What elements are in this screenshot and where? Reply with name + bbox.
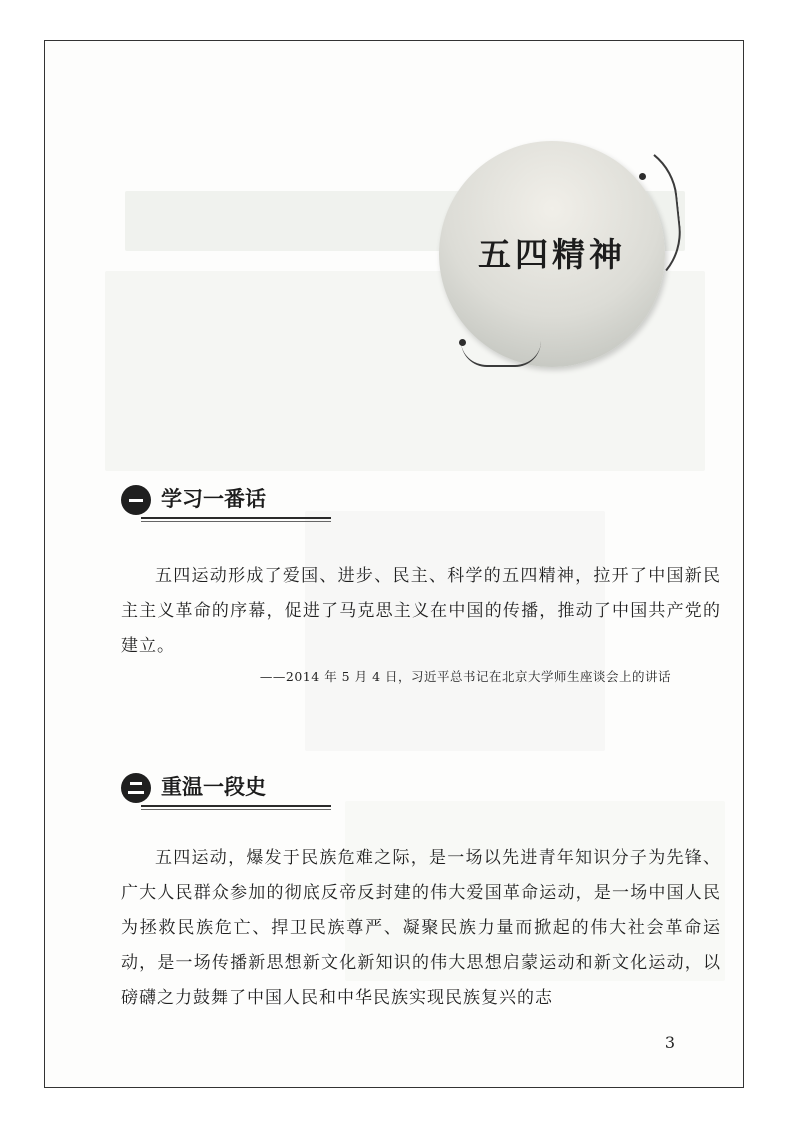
page	[44, 40, 744, 1088]
quote-paragraph: 五四运动形成了爱国、进步、民主、科学的五四精神，拉开了中国新民主主义革命的序幕，促进了马克思主义在中国的传播，推动了中国共产党的建立。	[121, 566, 721, 656]
section-badge-icon	[121, 485, 151, 515]
section-title: 学习一番话	[161, 487, 266, 511]
decorative-dot	[639, 173, 646, 180]
section-title: 重温一段史	[161, 775, 266, 799]
section-underline	[141, 805, 331, 807]
chapter-title: 五四精神	[478, 235, 626, 274]
section-underline	[141, 517, 331, 519]
history-paragraph: 五四运动，爆发于民族危难之际，是一场以先进青年知识分子为先锋、广大人民群众参加的彻底反帝反封建的伟大爱国革命运动，是一场中国人民为拯救民族危亡、捍卫民族尊严、凝聚民族力量而掀起的伟大社会革命运动，是一场传播新思想新文化新知识的伟大思想启蒙运动和新文化运动，以磅礴之力鼓舞了中国人民和中华民族实现民族复兴的志	[121, 848, 721, 1008]
page-number: 3	[664, 1033, 675, 1052]
decorative-dot	[459, 339, 466, 346]
section-badge-icon	[121, 773, 151, 803]
quote-attribution: ——2014 年 5 月 4 日，习近平总书记在北京大学师生座谈会上的讲话	[259, 669, 671, 684]
